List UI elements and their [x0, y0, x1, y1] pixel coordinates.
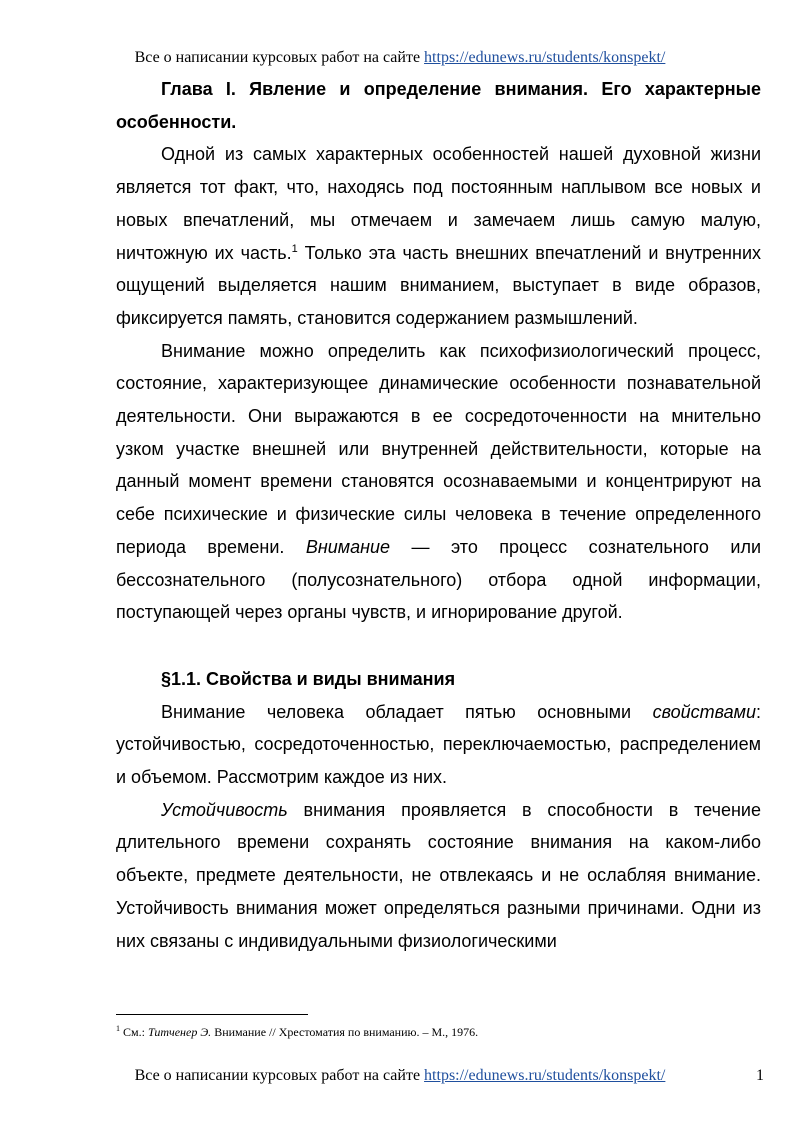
p1-text-cont: Только эта часть внешних впечатлений и внутренних ощущений выделяется нашим вниманием, выступает в виде образов, фиксируется память, становится содержанием размышлений. [116, 242, 761, 328]
header-link[interactable]: https://edunews.ru/students/konspekt/ [424, 49, 666, 66]
footnote-author: Титченер Э. [147, 1025, 212, 1039]
paragraph-2 [116, 335, 761, 629]
section-title: §1.1. Свойства и виды внимания [161, 668, 456, 689]
paragraph-1 [116, 138, 761, 334]
footnote-reference[interactable]: 1 [291, 242, 298, 255]
p3-text-cont: : устойчивостью, сосредоточенностью, переключаемостью, распределением и объемом. Рассмотрим каждое из них. [116, 701, 761, 788]
footnote [116, 1024, 761, 1040]
footnote-number: 1 [116, 1024, 120, 1033]
p3-emphasis: свойствами [652, 701, 756, 722]
p4-text: внимания проявляется в способности в течение длительного времени сохранять состояние внимания на каком-либо объекте, предмете деятельности, не отвлекаясь и не ослабляя внимание. Устойчивость внимания может определяться разными причинами. Одни из них связаны с индивидуальными физиологическими [116, 799, 761, 951]
p3-text: Внимание человека обладает пятью основными [161, 701, 653, 722]
p2-emphasis: Внимание [305, 536, 391, 557]
paragraph-3 [116, 696, 761, 794]
footnote-prefix: См.: [120, 1025, 148, 1039]
p2-text: Внимание можно определить как психофизиологический процесс, состояние, характеризующее динамические особенности познавательной деятельности. Они выражаются в ее сосредоточенности на мнительно узком участке внешней или внутренней действительности, которые на данный момент времени становятся осознаваемыми и концентрируют на себе психические и физические силы человека в течение определенного периода времени. [116, 340, 761, 557]
footer-link[interactable]: https://edunews.ru/students/konspekt/ [424, 1067, 666, 1084]
page-footer [0, 1066, 800, 1086]
footnote-separator [116, 1014, 308, 1015]
p4-emphasis: Устойчивость [161, 799, 288, 820]
header-text: Все о написании курсовых работ на сайте [134, 49, 421, 66]
p1-text: Одной из самых характерных особенностей нашей духовной жизни является тот факт, что, находясь под постоянным наплывом все новых и новых впечатлений, мы отмечаем и замечаем лишь самую малую, ничтожную их часть. [116, 144, 761, 263]
paragraph-4 [116, 794, 761, 958]
p2-text-cont: — это процесс сознательного или бессознательного (полусознательного) отбора одной информации, поступающей через органы чувств, и игнорирование другой. [116, 536, 762, 623]
page-number: 1 [756, 1067, 764, 1084]
page-header [0, 48, 800, 68]
document-body [116, 73, 761, 957]
footer-text: Все о написании курсовых работ на сайте [134, 1067, 421, 1084]
chapter-title: Глава I. Явление и определение внимания. Его характерные особенности. [116, 79, 761, 132]
footnote-source: Внимание // Хрестоматия по вниманию. – М., 1976. [211, 1025, 479, 1039]
